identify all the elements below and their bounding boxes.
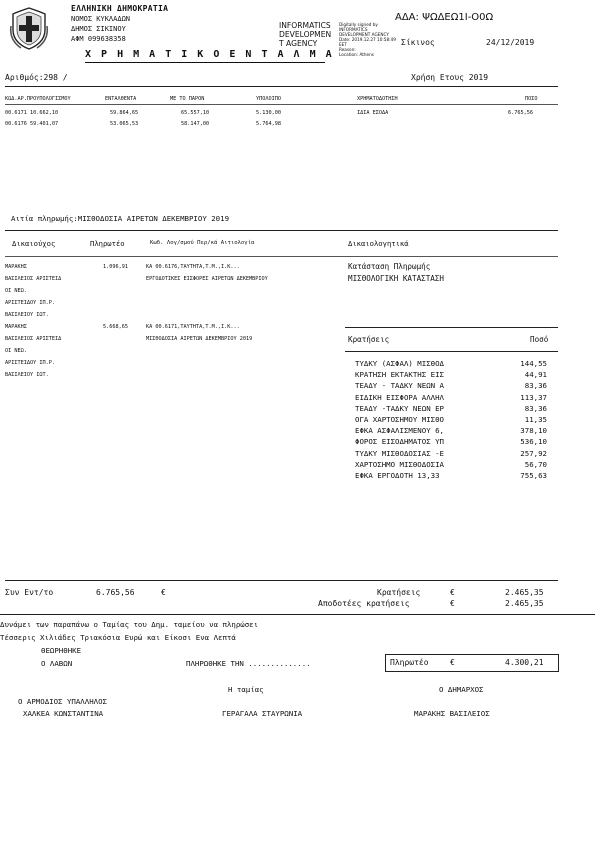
deduction-amount: 257,92 [520, 448, 547, 458]
payable-deductions-value: 2.465,35 [505, 599, 544, 608]
col-header: ΧΡΗΜΑΤΟΔΟΤΗΣΗ [357, 96, 398, 102]
header-line-2: ΝΟΜΟΣ ΚΥΚΛΑΔΩΝ [71, 15, 131, 23]
treasurer-name: ΓΕΡΑΓΑΛΑ ΣΤΑΥΡΩΝΙΑ [222, 709, 303, 718]
fiscal-year: Χρήση Ετους 2019 [411, 73, 489, 82]
col-header: ΚΩΔ.ΑΡ.ΠΡΟΥΠΟΛΟΓΙΣΜΟΥ [5, 96, 71, 102]
approved-label: ΘΕΩΡΗΘΗΚΕ [41, 646, 82, 655]
table-cell: 58.147,00 [181, 121, 210, 127]
payee-name: ΒΑΣΙΛΕΙΟΣ ΑΡΙΣΤΕΙΔ [5, 336, 62, 342]
payee-name: ΒΑΣΙΛΕΙΟΥ ΙΩΤ. [5, 312, 49, 318]
total-value: 6.765,56 [96, 588, 135, 597]
payee-amount: 5.668,65 [103, 324, 128, 330]
payee-name: ΒΑΣΙΛΕΙΟΥ ΙΩΤ. [5, 372, 49, 378]
divider [5, 256, 558, 257]
authorization-text: Δυνάμει των παραπάνω ο Ταμίας του Δημ. ταμείου να πληρώσει [0, 620, 259, 629]
ada-code: ΑΔΑ: ΨΩΔΕΩ1Ι-Ο0Ω [395, 12, 494, 23]
deductions-total-label: Κρατήσεις [377, 588, 421, 597]
table-cell: 00.6171 10.662,10 [5, 110, 59, 116]
title-underline [85, 62, 325, 63]
payment-cause: Αιτία πληρωμής:ΜΙΣΘΟΔΟΣΙΑ ΑΙΡΕΤΩΝ ΔΕΚΕΜΒΡΙΟΥ 2019 [11, 214, 230, 223]
divider [5, 580, 558, 581]
supporting-doc: ΜΙΣΘΟΛΟΓΙΚΗ ΚΑΤΑΣΤΑΣΗ [348, 274, 445, 283]
table-cell: 5.130,00 [256, 110, 281, 116]
payee-name: ΜΑΡΑΚΗΣ [5, 324, 27, 330]
currency-symbol: € [450, 658, 455, 667]
table-cell: 6.765,56 [508, 110, 533, 116]
divider [5, 104, 558, 105]
deduction-amount: 113,37 [520, 392, 547, 402]
payee-name: ΒΑΣΙΛΕΙΟΣ ΑΡΙΣΤΕΙΔ [5, 276, 62, 282]
payee-reason: ΕΡΓΟΔΟΤΙΚΕΣ ΕΙΣΦΟΡΕΣ ΑΙΡΕΤΩΝ ΔΕΚΕΜΒΡΙΟΥ [146, 276, 268, 282]
mayor-name: ΜΑΡΑΚΗΣ ΒΑΣΙΛΕΙΟΣ [414, 709, 490, 718]
deduction-amount: 536,10 [520, 437, 547, 447]
payee-name: ΑΡΙΣΤΕΙΔΟΥ ΙΠ.Ρ. [5, 360, 55, 366]
col-header: ΥΠΟΛΟΙΠΟ [256, 96, 281, 102]
col-header: Δικαιούχος [12, 239, 56, 248]
table-cell: 5.764,98 [256, 121, 281, 127]
payee-amount: 1.096,91 [103, 264, 128, 270]
header-line-3: ΔΗΜΟΣ ΣΙΚΙΝΟΥ [71, 25, 126, 33]
deduction-label: ΟΓΑ ΧΑΡΤΟΣΗΜΟΥ ΜΙΣΘΟ [355, 415, 444, 424]
document-date: 24/12/2019 [486, 38, 535, 47]
payee-reason: ΚΑ 00.6176,ΤΑΥΤΗΤΑ,Τ.Μ.,Ι.Κ... [146, 264, 240, 270]
table-cell: ΙΔΙΑ ΕΣΟΔΑ [357, 110, 389, 116]
deduction-label: ΤΕΑΔΥ - ΤΑΔΚΥ ΝΕΩΝ Α [355, 381, 444, 391]
deduction-label: ΤΥΔΚΥ (ΑΣΦΑΛ) ΜΙΣΘΟΔ [355, 359, 444, 368]
deduction-label: ΤΥΔΚΥ ΜΙΣΘΟΔΟΣΙΑΣ -Ε [355, 448, 444, 458]
table-cell: 00.6176 59.401,07 [5, 121, 59, 127]
payable-label: Πληρωτέο [390, 658, 429, 667]
divider [0, 614, 595, 615]
signature-agency: INFORMATICS DEVELOPMEN T AGENCY [279, 21, 332, 48]
mayor-title: Ο ΔΗΜΑΡΧΟΣ [439, 685, 484, 694]
deduction-amount: 755,63 [520, 471, 547, 480]
col-header: Πληρωτέο [90, 239, 125, 248]
order-number: Αριθμός:298 / [5, 73, 68, 82]
table-cell: 65.557,10 [181, 110, 210, 116]
deduction-label: ΤΕΑΔΥ -ΤΑΔΚΥ ΝΕΩΝ ΕΡ [355, 403, 444, 413]
paid-on-label: ΠΛΗΡΩΘΗΚΕ ΤΗΝ .............. [186, 659, 311, 668]
divider [345, 351, 558, 352]
table-cell: 59.864,65 [110, 110, 139, 116]
deduction-amount: 83,36 [524, 381, 547, 391]
col-header: ΜΕ ΤΟ ΠΑΡΟΝ [170, 96, 205, 102]
deduction-label: ΕΦΚΑ ΕΡΓΟΔΟΤΗ 13,33 [355, 471, 440, 480]
payable-deductions-label: Αποδοτέες κρατήσεις [318, 599, 410, 608]
official-name: ΧΑΛΚΕΑ ΚΩΝΣΤΑΝΤΙΝΑ [23, 709, 104, 718]
amount-in-words: Τέσσερις Χιλιάδες Τριακόσια Ευρώ και Είκοσι Ενα Λεπτά [0, 633, 236, 642]
col-header: Δικαιολογητικά [348, 239, 409, 248]
total-label: Συν Εντ/το [5, 588, 54, 597]
header-line-4: ΑΦΜ 099638358 [71, 35, 126, 43]
deduction-amount: 378,10 [520, 426, 547, 436]
table-cell: 53.065,53 [110, 121, 139, 127]
deduction-amount: 83,36 [524, 403, 547, 413]
payee-name: ΑΡΙΣΤΕΙΔΟΥ ΙΠ.Ρ. [5, 300, 55, 306]
header-line-1: ΕΛΛΗΝΙΚΗ ΔΗΜΟΚΡΑΤΙΑ [71, 4, 169, 13]
deduction-label: ΧΑΡΤΟΣΗΜΟ ΜΙΣΘΟΔΟΣΙΑ [355, 459, 444, 469]
payee-reason: ΚΑ 00.6171,ΤΑΥΤΗΤΑ,Τ.Μ.,Ι.Κ... [146, 324, 240, 330]
recipient-label: Ο ΛΑΒΩΝ [41, 659, 73, 668]
divider [5, 230, 558, 231]
divider [345, 327, 558, 328]
currency-symbol: € [450, 588, 455, 597]
deduction-amount: 44,91 [524, 370, 547, 380]
payee-name: ΟΙ ΝΕΩ. [5, 348, 27, 354]
place: Σίκινος [401, 38, 435, 47]
divider [5, 86, 558, 87]
official-title: Ο ΑΡΜΟΔΙΟΣ ΥΠΑΛΛΗΛΟΣ [18, 697, 107, 706]
col-header: Κωδ. Λογ/σμού Περ/κά Αιτιολογία [150, 240, 255, 246]
deduction-label: ΕΦΚΑ ΑΣΦΑΛΙΣΜΕΝΟΥ 6, [355, 426, 444, 436]
payable-value: 4.300,21 [505, 658, 544, 667]
deduction-label: ΦΟΡΟΣ ΕΙΣΟΔΗΜΑΤΟΣ ΥΠ [355, 437, 444, 447]
payee-reason: ΜΙΣΘΟΔΟΣΙΑ ΑΙΡΕΤΩΝ ΔΕΚΕΜΒΡΙΟΥ 2019 [146, 336, 253, 342]
deductions-amount-header: Ποσό [530, 335, 549, 344]
greek-emblem [7, 6, 51, 50]
deduction-amount: 11,35 [524, 415, 547, 424]
deductions-header: Κρατήσεις [348, 335, 390, 344]
supporting-doc: Κατάσταση Πληρωμής [348, 262, 431, 271]
col-header: ΕΝΤΑΛΘΕΝΤΑ [105, 96, 137, 102]
signature-details: Digitally signed by INFORMATICS DEVELOPMENT AGENCY Date: 2019.12.27 10:58:49 EET Reason: Location: Athens [339, 22, 396, 57]
document-title: Χ Ρ Η Μ Α Τ Ι Κ Ο Ε Ν Τ Α Λ Μ Α [85, 49, 334, 60]
currency-symbol: € [450, 599, 455, 608]
treasurer-title: Η ταμίας [228, 685, 264, 694]
payee-name: ΟΙ ΝΕΩ. [5, 288, 27, 294]
deduction-label: ΚΡΑΤΗΣΗ ΕΚΤΑΚΤΗΣ ΕΙΣ [355, 370, 444, 380]
payee-name: ΜΑΡΑΚΗΣ [5, 264, 27, 270]
col-header: ΠΟΣΟ [525, 96, 538, 102]
deduction-label: ΕΙΔΙΚΗ ΕΙΣΦΟΡΑ ΑΛΛΗΛ [355, 392, 444, 402]
deduction-amount: 56,70 [524, 459, 547, 469]
deductions-total-value: 2.465,35 [505, 588, 544, 597]
currency-symbol: € [161, 588, 166, 597]
deduction-amount: 144,55 [520, 359, 547, 368]
